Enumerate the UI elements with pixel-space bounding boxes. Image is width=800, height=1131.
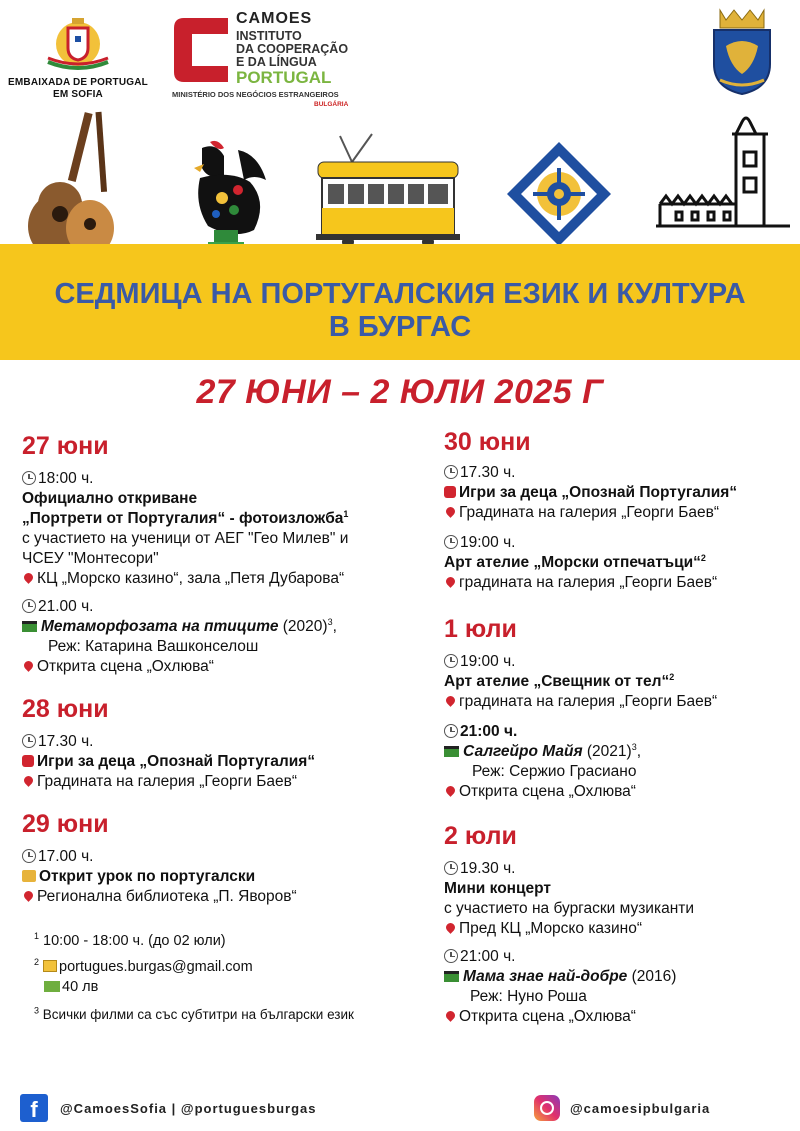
time-text: 21.00 ч. — [38, 598, 94, 615]
footnote-2 — [22, 957, 422, 977]
footnote-mark: 2 — [669, 671, 675, 682]
event-location — [22, 772, 422, 792]
footnote-1 — [22, 931, 422, 951]
film-clapper-icon — [22, 621, 37, 632]
event-description: с участието на бургаски музиканти — [444, 900, 695, 917]
film-year: (2016) — [627, 968, 677, 985]
event-location — [444, 573, 794, 593]
facebook-icon: f — [20, 1094, 48, 1122]
event-film — [22, 617, 422, 637]
time-text: 17.30 ч. — [38, 733, 94, 750]
clock-icon — [22, 734, 36, 748]
event-time — [22, 732, 422, 752]
instagram-icon — [534, 1095, 560, 1121]
portugal-coat-of-arms-icon — [8, 14, 148, 72]
event-time — [444, 463, 794, 483]
event-time — [444, 722, 794, 742]
time-text: 21:00 ч. — [460, 948, 516, 965]
location-text: Открита сцена „Охлюва“ — [459, 1008, 636, 1025]
banner-title-line1: СЕДМИЦА НА ПОРТУГАЛСКИЯ ЕЗИК И КУЛТУРА — [54, 278, 746, 310]
time-text: 19.30 ч. — [460, 860, 516, 877]
clock-icon — [444, 949, 458, 963]
pencil-icon — [43, 960, 57, 972]
event-time — [22, 847, 422, 867]
subtitle-text: „Портрети от Португалия“ - фотоизложба — [22, 510, 344, 527]
title-text: Открит урок по португалски — [39, 868, 256, 885]
instagram-handle: @camoesipbulgaria — [570, 1100, 711, 1116]
event-location — [444, 692, 794, 712]
book-icon — [22, 870, 36, 882]
footnote-mark: 2 — [700, 552, 706, 563]
tower-icon — [652, 108, 794, 248]
title-text: Игри за деца „Опознай Португалия“ — [37, 753, 316, 770]
event-title — [22, 867, 422, 887]
location-text: Открита сцена „Охлюва“ — [37, 658, 214, 675]
day-30-june-heading: 30 юни — [444, 428, 531, 456]
clock-icon — [444, 535, 458, 549]
time-text: 17.30 ч. — [460, 464, 516, 481]
title-text: Арт ателие „Морски отпечатъци“ — [444, 554, 701, 571]
film-clapper-icon — [444, 746, 459, 757]
film-director: Реж: Нуно Роша — [470, 988, 587, 1005]
footnote-mark: 3 — [327, 616, 333, 627]
event-location — [444, 782, 794, 802]
film-clapper-icon — [444, 971, 459, 982]
film-title: Мама знае най-добре — [463, 968, 628, 985]
footnote-mark: 3 — [34, 1005, 40, 1016]
date-range: 27 ЮНИ – 2 ЮЛИ 2025 Г — [196, 373, 604, 411]
location-pin-icon — [444, 505, 457, 518]
puzzle-icon — [22, 755, 34, 767]
footnote-text: Всички филми са със субтитри на български език — [42, 1007, 354, 1022]
contact-email[interactable]: portugues.burgas@gmail.com — [59, 959, 253, 975]
footnote-text: 10:00 - 18:00 ч. (до 02 юли) — [43, 933, 226, 949]
location-pin-icon — [22, 889, 35, 902]
location-text: Пред КЦ „Морско казино“ — [459, 920, 642, 937]
right-column — [444, 428, 794, 1027]
rooster-icon — [180, 138, 270, 254]
puzzle-icon — [444, 486, 456, 498]
embassy-line2: EM SOFIA — [53, 89, 103, 100]
camoes-country: PORTUGAL — [236, 68, 332, 87]
event-title — [444, 483, 794, 503]
location-pin-icon — [22, 659, 35, 672]
event-title — [444, 553, 794, 573]
clock-icon — [22, 471, 36, 485]
time-text: 18:00 ч. — [38, 470, 94, 487]
tram-icon — [312, 132, 464, 250]
event-film — [444, 967, 794, 987]
event-time — [22, 469, 422, 489]
camoes-name: CAMOES — [236, 10, 313, 27]
location-text: Градината на галерия „Георги Баев“ — [37, 773, 298, 790]
title-text: Арт ателие „Свещник от тел“ — [444, 673, 670, 690]
embassy-logo — [8, 14, 148, 99]
location-pin-icon — [444, 1009, 457, 1022]
event-time — [22, 597, 422, 617]
event-location — [444, 503, 794, 523]
location-text: Открита сцена „Охлюва“ — [459, 783, 636, 800]
camoes-sub3: E DA LÍNGUA — [236, 55, 317, 69]
event-location — [444, 1007, 794, 1027]
event-title: Мини концерт — [444, 880, 552, 897]
event-location — [444, 919, 794, 939]
film-year: (2021) — [582, 743, 632, 760]
footnote-mark: 3 — [631, 741, 637, 752]
film-title: Салгейро Майя — [463, 743, 583, 760]
event-time — [444, 533, 794, 553]
burgas-coat-of-arms-icon — [706, 6, 778, 98]
location-text: Регионална библиотека „П. Яворов“ — [37, 888, 297, 905]
instagram-link[interactable] — [534, 1093, 710, 1123]
title-banner — [0, 244, 800, 360]
footnote-mark: 1 — [34, 931, 40, 942]
clock-icon — [22, 599, 36, 613]
film-title: Метаморфозата на птиците — [41, 618, 279, 635]
location-text: КЦ „Морско казино“, зала „Петя Дубарова“ — [37, 570, 345, 587]
location-text: градината на галерия „Георги Баев“ — [459, 574, 718, 591]
clock-icon — [444, 654, 458, 668]
event-time — [444, 859, 794, 879]
embassy-line1: EMBAIXADA DE PORTUGAL — [8, 77, 148, 88]
day-28-june-heading: 28 юни — [22, 695, 109, 723]
camoes-ministry: MINISTÉRIO DOS NEGÓCIOS ESTRANGEIROS — [172, 90, 339, 99]
film-director: Реж: Сержио Грасиано — [472, 763, 637, 780]
footnote-mark: 1 — [343, 508, 349, 519]
event-film — [444, 742, 794, 762]
azulejo-tile-icon — [505, 140, 613, 248]
camoes-sub1: INSTITUTO — [236, 29, 302, 43]
event-description-line1: с участието на ученици от АЕГ "Гео Милев" и — [22, 530, 349, 547]
event-location — [22, 887, 422, 907]
clock-icon — [444, 861, 458, 875]
footnote-3 — [22, 1005, 422, 1025]
title-text: Игри за деца „Опознай Португалия“ — [459, 484, 738, 501]
day-29-june-heading: 29 юни — [22, 810, 109, 838]
facebook-link[interactable] — [20, 1093, 316, 1123]
event-location — [22, 569, 422, 589]
clock-icon — [22, 849, 36, 863]
camoes-c-mark-icon — [170, 12, 232, 88]
event-description-line2: ЧСЕУ "Монтесори" — [22, 550, 159, 567]
location-pin-icon — [22, 774, 35, 787]
event-time — [444, 947, 794, 967]
event-title: Официално откриване — [22, 490, 198, 507]
day-2-july-heading: 2 юли — [444, 822, 517, 850]
event-title — [22, 752, 422, 772]
footnote-2-price — [22, 977, 422, 997]
day-1-july-heading: 1 юли — [444, 615, 517, 643]
time-text: 17.00 ч. — [38, 848, 94, 865]
banner-title-line2: В БУРГАС — [328, 311, 472, 343]
embassy-name — [8, 77, 148, 101]
event-title — [444, 672, 794, 692]
facebook-handles: @CamoesSofia | @portuguesburgas — [60, 1100, 317, 1116]
camoes-region: BULGÁRIA — [314, 101, 349, 108]
camoes-logo — [170, 10, 360, 110]
time-text: 21:00 ч. — [460, 723, 518, 740]
price-text: 40 лв — [62, 979, 99, 995]
location-pin-icon — [444, 921, 457, 934]
location-pin-icon — [22, 571, 35, 584]
time-text: 19:00 ч. — [460, 653, 516, 670]
event-location — [22, 657, 422, 677]
camoes-sub2: DA COOPERAÇÃO — [236, 42, 349, 56]
left-column — [22, 432, 422, 1025]
location-text: градината на галерия „Георги Баев“ — [459, 693, 718, 710]
comma: , — [332, 618, 337, 635]
event-subtitle — [22, 509, 422, 529]
day-27-june-heading: 27 юни — [22, 432, 109, 460]
comma: , — [636, 743, 642, 760]
clock-icon — [444, 465, 458, 479]
location-pin-icon — [444, 575, 457, 588]
location-pin-icon — [444, 694, 457, 707]
film-director: Реж: Катарина Вашконселош — [48, 638, 259, 655]
location-text: Градината на галерия „Георги Баев“ — [459, 504, 720, 521]
event-time — [444, 652, 794, 672]
money-icon — [44, 981, 60, 992]
clock-icon — [444, 724, 458, 738]
film-year: (2020) — [278, 618, 328, 635]
time-text: 19:00 ч. — [460, 534, 516, 551]
footnote-mark: 2 — [34, 957, 40, 968]
location-pin-icon — [444, 784, 457, 797]
